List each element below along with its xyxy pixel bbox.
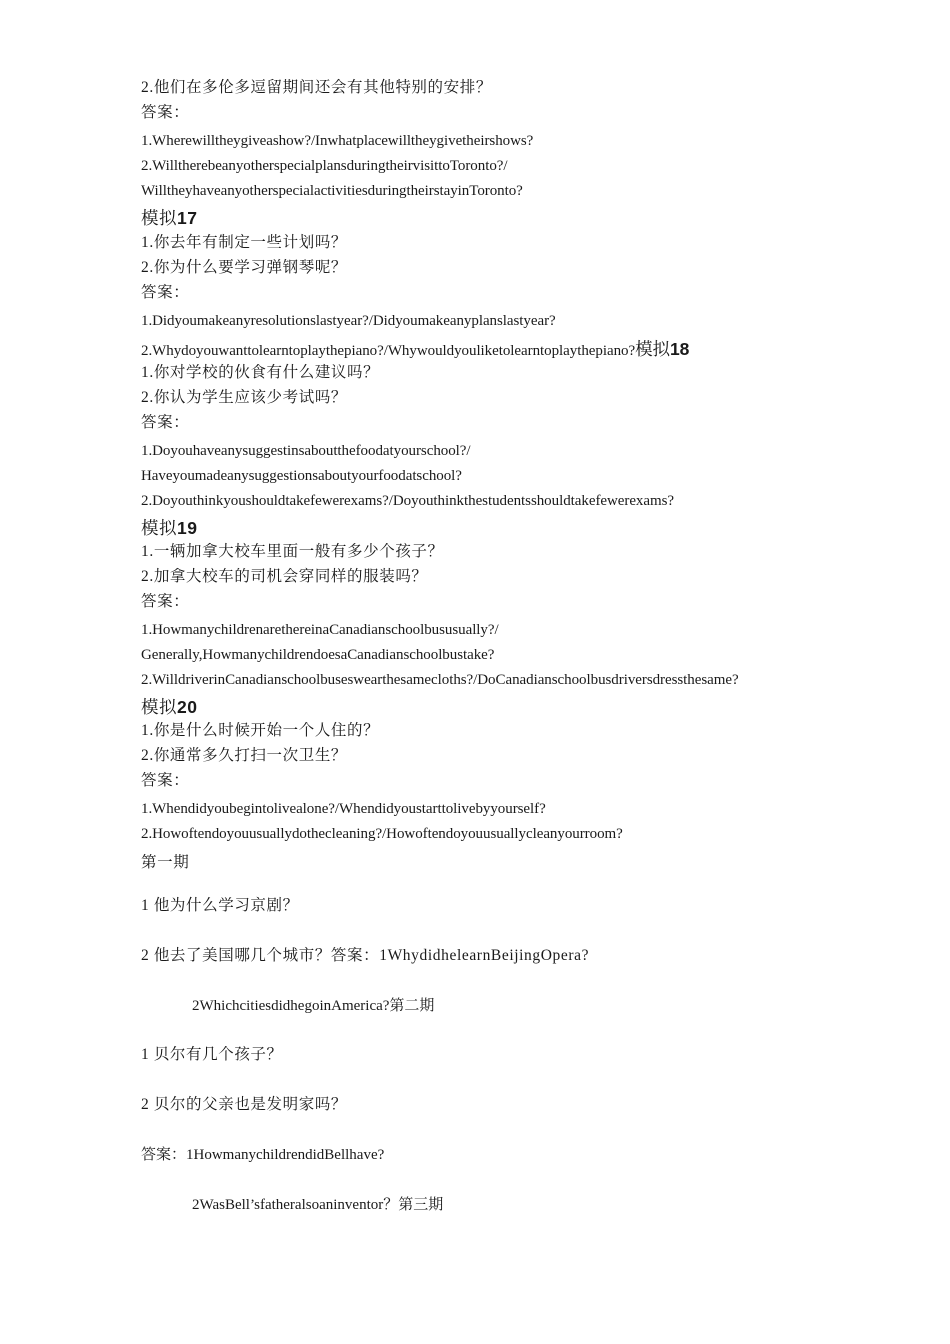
question-line: 2.你通常多久打扫一次卫生？ [141, 747, 348, 764]
answer-line: 2WhichcitiesdidhegoinAmerica?第二期 [192, 998, 435, 1014]
answer-label: 答案： [141, 104, 190, 121]
question-line: 1.一辆加拿大校车里面一般有多少个孩子？ [141, 543, 444, 560]
answer-text: 2.Whydoyouwanttolearntoplaythepiano?/Whywouldyouliketolearntoplaythepiano? [141, 343, 636, 359]
answer-line: WilltheyhaveanyotherspecialactivitiesduringtheirstayinToronto? [141, 183, 523, 199]
answer-line: 1.Wherewilltheygiveashow?/Inwhatplacewilltheygivetheirshows? [141, 133, 534, 149]
section-heading-20 [141, 696, 197, 718]
answer-label: 答案： [141, 414, 190, 431]
answer-line: 2.WilltherebeanyotherspecialplansduringtheirvisittoToronto?/ [141, 158, 508, 174]
question-line: 2.加拿大校车的司机会穿同样的服装吗？ [141, 568, 428, 585]
question-line: 1 贝尔有几个孩子？ [141, 1046, 283, 1063]
heading-prefix: 模拟 [635, 339, 670, 359]
answer-line: 1.HowmanychildrenarethereinaCanadianschoolbususually?/ [141, 622, 499, 638]
heading-number: 19 [177, 518, 198, 538]
answer-line: 2.Howoftendoyouusuallydothecleaning?/Howoftendoyouusuallycleanyourroom? [141, 826, 623, 842]
heading-number: 17 [177, 208, 198, 228]
question-line: 1 他为什么学习京剧？ [141, 897, 299, 914]
question-line: 1.你是什么时候开始一个人住的？ [141, 722, 380, 739]
question-line: 1.你去年有制定一些计划吗？ [141, 234, 348, 251]
answer-line-with-heading [141, 339, 689, 361]
answer-label: 答案： [141, 593, 190, 610]
answer-line: Generally,HowmanychildrendoesaCanadianschoolbustake? [141, 647, 495, 663]
question-line: 1.你对学校的伙食有什么建议吗？ [141, 364, 380, 381]
heading-number: 18 [669, 339, 690, 359]
answer-line: 2.WilldriverinCanadianschoolbuseswearthesamecloths?/DoCanadianschoolbusdriversdressthesame? [141, 672, 739, 688]
heading-prefix: 模拟 [141, 518, 177, 538]
period-heading: 第一期 [141, 854, 190, 871]
answer-label: 答案： [141, 284, 190, 301]
question-answer-line: 2 他去了美国哪几个城市？答案：1WhydidhelearnBeijingOpera? [141, 947, 590, 964]
answer-line: 1.Didyoumakeanyresolutionslastyear?/Didyoumakeanyplanslastyear? [141, 313, 556, 329]
answer-label: 答案： [141, 772, 190, 789]
answer-line: 2.Doyouthinkyoushouldtakefewerexams?/Doyouthinkthestudentsshouldtakefewerexams? [141, 493, 675, 509]
question-line: 2 贝尔的父亲也是发明家吗？ [141, 1096, 348, 1113]
section-heading-17 [141, 207, 197, 229]
answer-line: 1.Doyouhaveanysuggestinsaboutthefoodatyourschool?/ [141, 443, 471, 459]
answer-line: 1.Whendidyoubegintolivealone?/Whendidyoustarttolivebyyourself? [141, 801, 546, 817]
question-line: 2.他们在多伦多逗留期间还会有其他特别的安排？ [141, 79, 492, 96]
heading-number: 20 [177, 697, 198, 717]
answer-line: 2WasBell’sfatheralsoaninventor？第三期 [192, 1197, 444, 1213]
heading-prefix: 模拟 [141, 208, 177, 228]
answer-line: Haveyoumadeanysuggestionsaboutyourfoodatschool? [141, 468, 462, 484]
heading-prefix: 模拟 [141, 697, 177, 717]
question-line: 2.你为什么要学习弹钢琴呢？ [141, 259, 348, 276]
question-line: 2.你认为学生应该少考试吗？ [141, 389, 348, 406]
section-heading-19 [141, 517, 197, 539]
answer-line: 答案：1HowmanychildrendidBellhave? [141, 1147, 385, 1163]
